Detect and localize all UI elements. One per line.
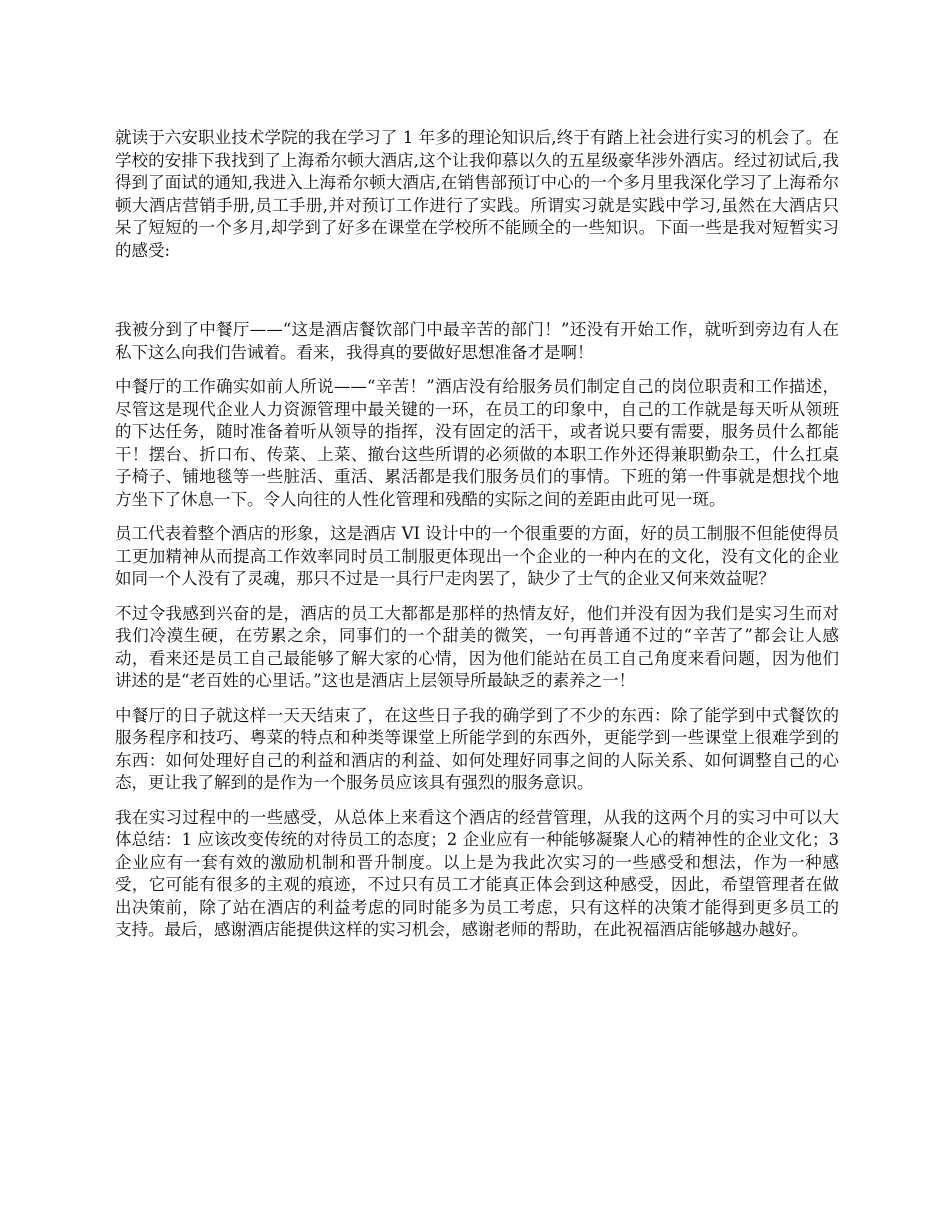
paragraph-learnings: 中餐厅的日子就这样一天天结束了，在这些日子我的确学到了不少的东西：除了能学到中式餐饮的服务程序和技巧、粤菜的特点和种类等课堂上所能学到的东西外，更能学到一些课堂上很难学到的东西：如何处理好自己的利益和酒店的利益、如何处理好同事之间的人际关系、如何调整自己的心态，更让我了解到的是作为一个服务员应该具有强烈的服务意识。 (115, 705, 839, 792)
paragraph-intro: 就读于六安职业技术学院的我在学习了 1 年多的理论知识后,终于有踏上社会进行实习的机会了。在学校的安排下我找到了上海希尔顿大酒店,这个让我仰慕以久的五星级豪华涉外酒店。经过初试后,我得到了面试的通知,我进入上海希尔顿大酒店,在销售部预订中心的一个多月里我深化学习了上海希尔顿大酒店营销手册,员工手册,并对预订工作进行了实践。所谓实习就是实践中学习,虽然在大酒店只呆了短短的一个多月,却学到了好多在课堂在学校所不能顾全的一些知识。下面一些是我对短暂实习的感受: (115, 128, 839, 260)
paragraph-assignment: 我被分到了中餐厅——“这是酒店餐饮部门中最辛苦的部门！”还没有开始工作，就听到旁边有人在私下这么向我们告诫着。看来，我得真的要做好思想准备才是啊！ (115, 320, 839, 362)
document-page (115, 127, 839, 954)
paragraph-conclusion: 我在实习过程中的一些感受，从总体上来看这个酒店的经营管理，从我的这两个月的实习中可以大体总结：1 应该改变传统的对待员工的态度；2 企业应有一种能够凝聚人心的精神性的企业文化；3 企业应有一套有效的激励机制和晋升制度。以上是为我此次实习的一些感受和想法，作为一种感受，它可能有很多的主观的痕迹，不过只有员工才能真正体会到这种感受，因此，希望管理者在做出决策前，除了站在酒店的利益考虑的同时能多为员工考虑，只有这样的决策才能得到更多员工的支持。最后，感谢酒店能提供这样的实习机会，感谢老师的帮助，在此祝福酒店能够越办越好。 (115, 807, 839, 939)
paragraph-colleagues: 不过令我感到兴奋的是，酒店的员工大都都是那样的热情友好，他们并没有因为我们是实习生而对我们冷漠生硬，在劳累之余，同事们的一个甜美的微笑，一句再普通不过的“辛苦了”都会让人感动，看来还是员工自己最能够了解大家的心情，因为他们能站在员工自己角度来看问题，因为他们讲述的是“老百姓的心里话。”这也是酒店上层领导所最缺乏的素养之一！ (115, 603, 839, 690)
paragraph-uniform: 员工代表着整个酒店的形象，这是酒店 VI 设计中的一个很重要的方面，好的员工制服不但能使得员工更加精神从而提高工作效率同时员工制服更体现出一个企业的一种内在的文化，没有文化的企业如同一个人没有了灵魂，那只不过是一具行尸走肉罢了，缺少了士气的企业又何来效益呢？ (115, 524, 839, 588)
paragraph-work-description: 中餐厅的工作确实如前人所说——“辛苦！”酒店没有给服务员们制定自己的岗位职责和工作描述，尽管这是现代企业人力资源管理中最关键的一环，在员工的印象中，自己的工作就是每天听从领班的下达任务，随时准备着听从领导的指挥，没有固定的活干，或者说只要有需要，服务员什么都能干！摆台、折口布、传菜、上菜、撤台这些所谓的必须做的本职工作外还得兼职勤杂工，什么扛桌子椅子、铺地毯等一些脏活、重活、累活都是我们服务员们的事情。下班的第一件事就是想找个地方坐下了休息一下。令人向往的人性化管理和残酷的实际之间的差距由此可见一斑。 (115, 377, 839, 509)
